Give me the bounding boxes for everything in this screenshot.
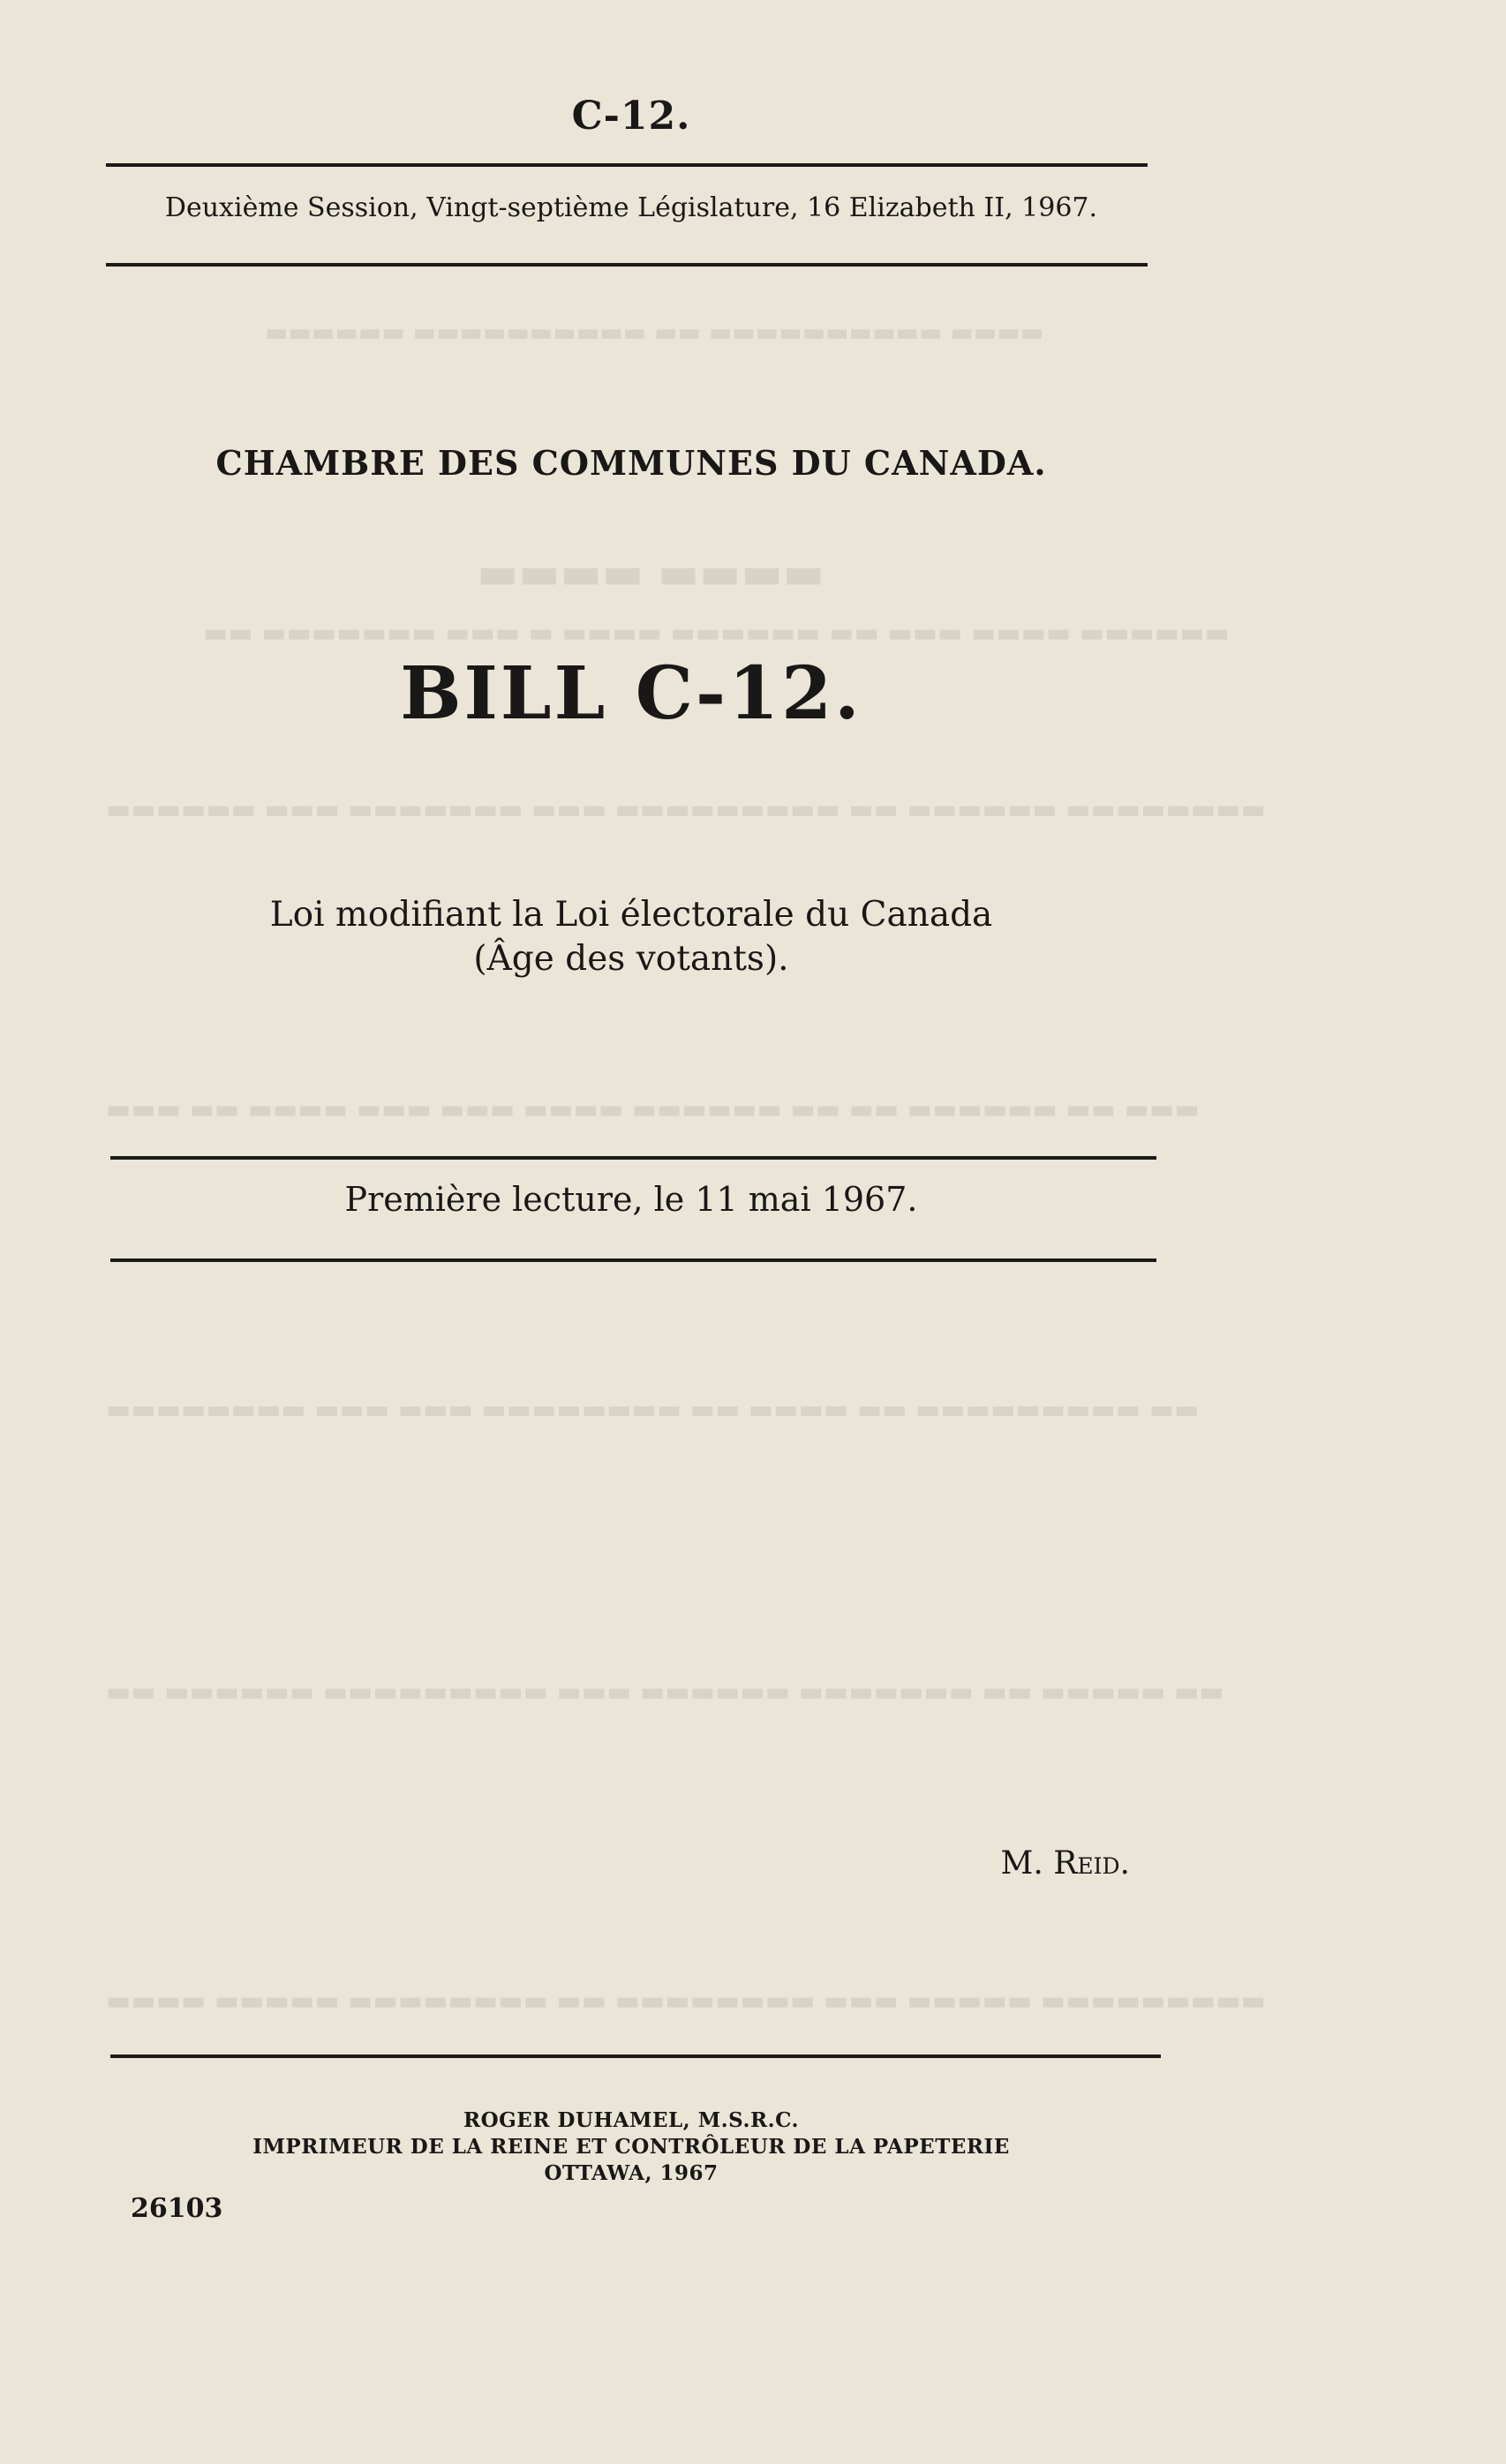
bleed-through-text: ▬▬▬▬▬▬ ▬▬▬ ▬▬▬▬▬▬▬ ▬▬▬ ▬▬▬▬▬▬▬▬▬ ▬▬ ▬▬▬▬▬▬ ▬▬▬▬▬▬▬▬: [106, 794, 1266, 825]
bleed-through-text: ▬▬▬▬▬▬▬▬ ▬▬▬ ▬▬▬ ▬▬▬▬▬▬▬▬ ▬▬ ▬▬▬▬ ▬▬ ▬▬▬▬▬▬▬▬▬ ▬▬: [106, 1394, 1200, 1425]
printer-line-2: IMPRIMEUR DE LA REINE ET CONTRÔLEUR DE LA PAPETERIE: [252, 2135, 1010, 2159]
bleed-through-text: ▬▬▬▬ ▬▬▬▬▬ ▬▬▬▬▬▬▬▬ ▬▬ ▬▬▬▬▬▬▬▬ ▬▬▬ ▬▬▬▬▬ ▬▬▬▬▬▬▬▬▬: [106, 1986, 1266, 2017]
session-line: Deuxième Session, Vingt-septième Législature, 16 Elizabeth II, 1967.: [164, 192, 1098, 223]
chamber-title: CHAMBRE DES COMMUNES DU CANADA.: [215, 443, 1047, 483]
reading-top-rule: [110, 1156, 1156, 1160]
sponsor-name: M. Reid.: [1000, 1845, 1130, 1882]
bleed-through-text: ▬▬▬▬▬▬ ▬▬▬▬▬▬▬▬▬▬ ▬▬ ▬▬▬▬▬▬▬▬▬▬ ▬▬▬▬: [265, 318, 1044, 347]
first-reading: Première lecture, le 11 mai 1967.: [344, 1180, 918, 1219]
act-title-line-1: Loi modifiant la Loi électorale du Canada: [269, 895, 993, 935]
bleed-through-text: ▬▬ ▬▬▬▬▬▬ ▬▬▬▬▬▬▬▬▬ ▬▬▬ ▬▬▬▬▬▬ ▬▬▬▬▬▬▬ ▬▬ ▬▬▬▬▬ ▬▬: [106, 1677, 1224, 1708]
bleed-through-text: ▬▬ ▬▬▬▬▬▬▬ ▬▬▬ ▬ ▬▬▬▬ ▬▬▬▬▬▬ ▬▬ ▬▬▬ ▬▬▬▬ ▬▬▬▬▬▬: [203, 618, 1230, 649]
bill-title: BILL C-12.: [400, 651, 862, 736]
printer-line-1: ROGER DUHAMEL, M.S.R.C.: [463, 2108, 799, 2132]
act-title: [0, 893, 1262, 981]
bleed-through-text: ▬▬▬▬ ▬▬▬▬: [477, 547, 825, 598]
bleed-through-text: ▬▬▬ ▬▬ ▬▬▬▬ ▬▬▬ ▬▬▬ ▬▬▬▬ ▬▬▬▬▬▬ ▬▬ ▬▬ ▬▬▬▬▬▬ ▬▬ ▬▬▬: [106, 1094, 1200, 1125]
printer-rule: [110, 2055, 1161, 2058]
top-rule: [106, 163, 1148, 167]
document-number: 26103: [131, 2193, 223, 2224]
reading-bottom-rule: [110, 1258, 1156, 1262]
printer-imprint: [0, 2107, 1262, 2187]
printer-line-3: OTTAWA, 1967: [544, 2161, 719, 2185]
bill-number-header: C-12.: [571, 94, 691, 139]
session-rule: [106, 263, 1148, 267]
act-title-line-2: (Âge des votants).: [473, 939, 789, 979]
